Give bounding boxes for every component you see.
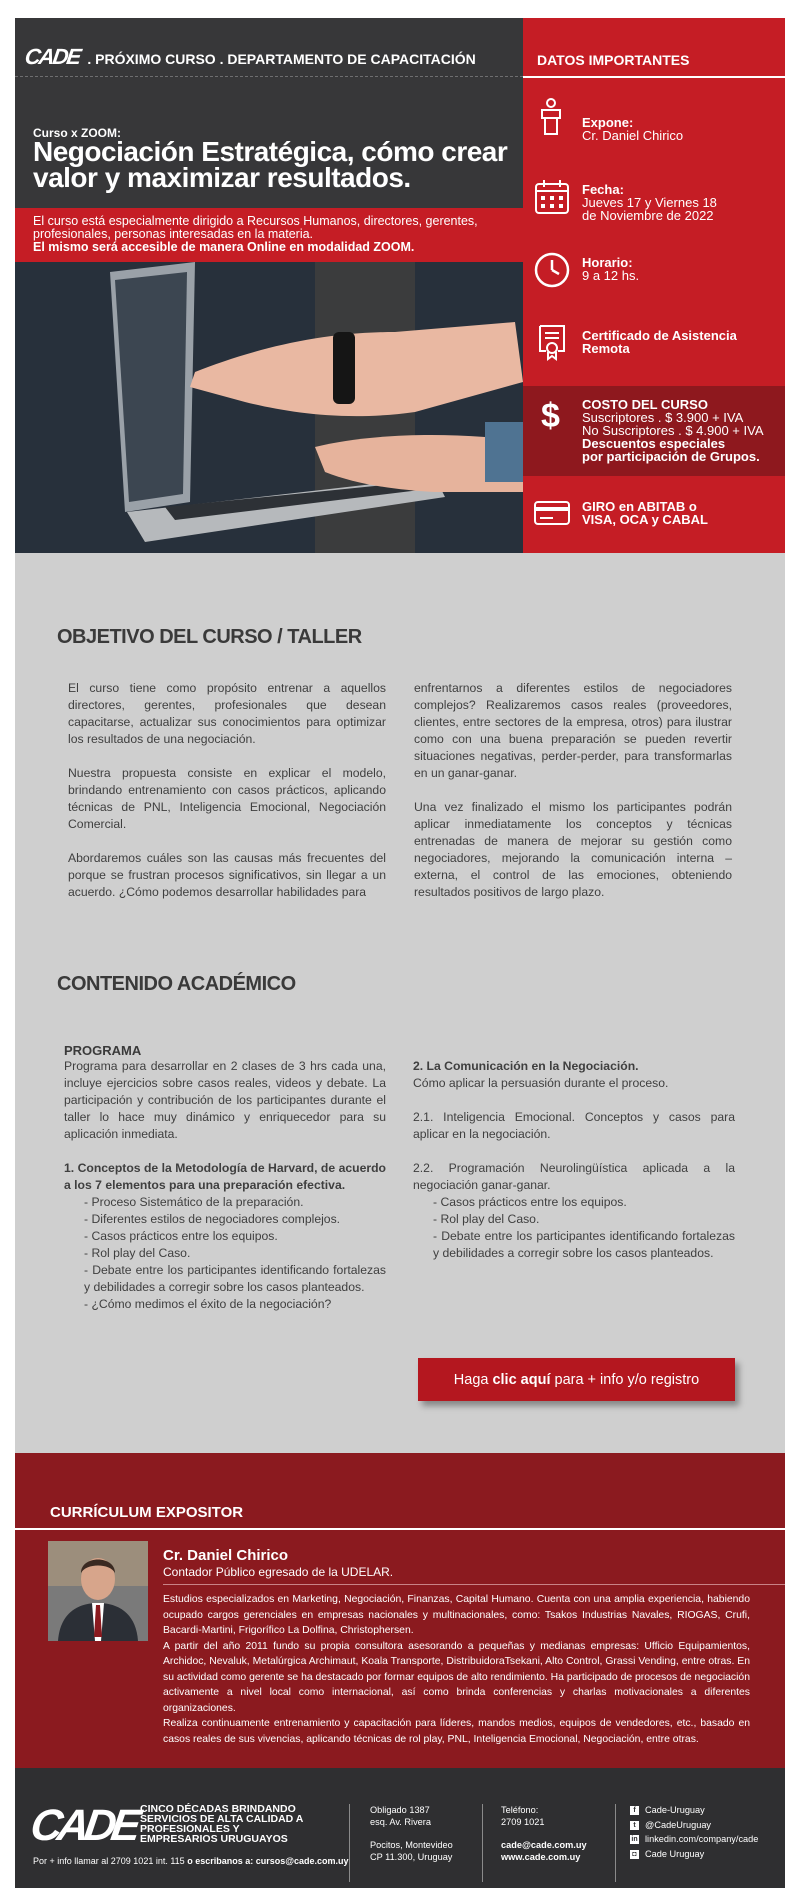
footer-separator	[615, 1804, 616, 1882]
cv-divider	[15, 1528, 785, 1530]
list-item: - Proceso Sistemático de la preparación.	[84, 1195, 304, 1209]
footer-contact-note	[33, 1856, 349, 1866]
footer-info-text: Por + info llamar al 2709 1021 int. 115	[33, 1856, 185, 1866]
cost-discount-line2: por participación de Grupos.	[582, 449, 760, 464]
social-label: @CadeUruguay	[645, 1819, 712, 1830]
speaker-label: Expone:	[582, 115, 634, 130]
section21-text: 2.1. Inteligencia Emocional. Conceptos y casos para aplicar en la negociación.	[413, 1110, 735, 1141]
list-item: - Casos prácticos entre los equipos.	[433, 1195, 627, 1209]
speaker-name: Cr. Daniel Chirico	[163, 1547, 289, 1564]
objective-left-column	[68, 680, 386, 918]
footer	[15, 1768, 785, 1888]
footer-separator	[349, 1804, 350, 1882]
footer-logo: CADE	[27, 1801, 140, 1850]
certificate-line1: Certificado de Asistencia	[582, 328, 737, 343]
clock-icon	[533, 251, 571, 289]
objective-right-column	[414, 680, 732, 918]
cta-link[interactable]: clic aquí	[492, 1371, 551, 1388]
objective-paragraph: El curso tiene como propósito entrenar a aquellos directores, gerentes, profesionales que desean capacitarse, actualizar sus conocimientos para optimizar los resultados de una negociación.	[68, 681, 386, 746]
hero-section	[15, 18, 785, 553]
brand-row	[25, 46, 476, 68]
dollar-icon	[533, 396, 571, 434]
objective-title: OBJETIVO DEL CURSO / TALLER	[57, 626, 362, 648]
footer-social	[630, 1805, 758, 1863]
certificate-icon	[533, 323, 571, 361]
cta-pre: Haga	[453, 1371, 489, 1388]
section2-title: 2. La Comunicación en la Negociación.	[413, 1059, 639, 1073]
footer-slogan: CINCO DÉCADAS BRINDANDO SERVICIOS DE ALTA CALIDAD A PROFESIONALES Y EMPRESARIOS URUGUAYOS	[140, 1803, 303, 1845]
cost-subscribers: Suscriptores . $ 3.900 + IVA	[582, 410, 744, 425]
important-data-panel	[523, 18, 785, 553]
footer-address	[370, 1805, 453, 1863]
online-note: El mismo será accesible de manera Online en modalidad ZOOM.	[33, 240, 415, 254]
important-data-divider	[523, 76, 785, 78]
social-link-facebook[interactable]	[630, 1805, 758, 1817]
list-item: - Debate entre los participantes identificando fortalezas y debilidades a corregir sobre los casos planteados.	[433, 1229, 735, 1260]
payment-line2: VISA, OCA y CABAL	[582, 512, 708, 527]
program-left-column	[64, 1058, 386, 1313]
list-item: - Diferentes estilos de negociadores complejos.	[84, 1212, 341, 1226]
address-line: Obligado 1387	[370, 1805, 430, 1815]
instagram-icon: ◘	[630, 1850, 639, 1859]
twitter-icon: t	[630, 1821, 639, 1830]
section2-subtitle: Cómo aplicar la persuasión durante el proceso.	[413, 1076, 669, 1090]
schedule-label: Horario:	[582, 255, 633, 270]
payment-text	[582, 500, 708, 526]
footer-info-email[interactable]: o escribanos a: cursos@cade.com.uy	[187, 1856, 349, 1866]
speaker-value: Cr. Daniel Chirico	[582, 128, 684, 143]
register-button[interactable]	[418, 1358, 735, 1401]
date-text	[582, 183, 717, 222]
objective-paragraph: enfrentarnos a diferentes estilos de negociadores complejos? Realizaremos casos reales (proveedores, clientes, entre sectores de la empresa, otros) para ilustrar como con una buena preparación se pueden revertir situaciones negativas, perder-perder, para transformarlas en un ganar-ganar.	[414, 681, 732, 780]
speaker-portrait	[48, 1541, 148, 1641]
speaker-photo	[48, 1541, 148, 1641]
laptop-hands-illustration	[15, 262, 523, 553]
social-link-twitter[interactable]	[630, 1820, 758, 1832]
program-right-column	[413, 1058, 735, 1262]
list-item: - Debate entre los participantes identificando fortalezas y debilidades a corregir sobre los casos planteados.	[84, 1263, 386, 1294]
cv-paragraph: Realiza continuamente entrenamiento y capacitación para líderes, mandos medios, equipos de vendedores, etc., basado en casos reales de sus vivencias, aplicando técnicas de rol play, PNL, Inteligencia Emocional, Negociación, entre otras.	[163, 1718, 750, 1745]
audience-text: El curso está especialmente dirigido a Recursos Humanos, directores, gerentes, profesionales, personas interesadas en la materia.	[33, 214, 478, 241]
certificate-line2: Remota	[582, 341, 630, 356]
speaker-text	[582, 116, 683, 142]
address-line: CP 11.300, Uruguay	[370, 1851, 453, 1862]
program-label: PROGRAMA	[64, 1043, 142, 1058]
cost-non-subscribers: No Suscriptores . $ 4.900 + IVA	[582, 423, 764, 438]
cade-logo: CADE	[23, 44, 82, 69]
footer-web-link[interactable]: www.cade.com.uy	[501, 1851, 581, 1862]
section22-list	[413, 1194, 735, 1262]
social-link-linkedin[interactable]	[630, 1834, 758, 1846]
hero-panel	[15, 18, 523, 553]
cv-paragraph: A partir del año 2011 fundo su propia consultora asesorando a pequeñas y medianas empresas: Ufficio Equipamientos, Archidoc, Nevaluk, Metalúrgica Archimaut, Koala Transporte, DistribuidoraTsekani, Alto Control, Grassi Vending, entre otras. En su actividad como gerente se ha destacado por formar equipos de alto rendimiento. Ha participado de procesos de negociación activamente a nivel local como internacional, así como brinda conferencias y charlas motivacionales a diferentes organizaciones.	[163, 1640, 750, 1714]
hero-photo	[15, 262, 523, 553]
social-link-instagram[interactable]	[630, 1849, 758, 1861]
cost-label: COSTO DEL CURSO	[582, 397, 708, 412]
svg-text:$: $	[541, 397, 560, 434]
cv-title: CURRÍCULUM EXPOSITOR	[50, 1504, 244, 1521]
course-cost-box	[523, 386, 785, 476]
payment-line1: GIRO en ABITAB o	[582, 499, 697, 514]
footer-phone-web	[501, 1805, 587, 1863]
facebook-icon: f	[630, 1806, 639, 1815]
objective-paragraph: Nuestra propuesta consiste en explicar el modelo, brindando entrenamiento con casos prácticos, aplicando técnicas de PNL, Inteligencia Emocional, Negociación Comercial.	[68, 766, 386, 831]
audience-band	[15, 208, 523, 262]
speaker-icon	[533, 98, 571, 136]
date-line2: de Noviembre de 2022	[582, 208, 714, 223]
objective-paragraph: Abordaremos cuáles son las causas más frecuentes del porque se frustran procesos significativos, sin llegar a un acuerdo. ¿Cómo podemos desarrollar habilidades para	[68, 851, 386, 899]
list-item: - Casos prácticos entre los equipos.	[84, 1229, 278, 1243]
section1-title: 1. Conceptos de la Metodología de Harvard, de acuerdo a los 7 elementos para una preparación efectiva.	[64, 1161, 386, 1192]
list-item: - Rol play del Caso.	[433, 1212, 540, 1226]
speaker-role: Contador Público egresado de la UDELAR.	[163, 1565, 394, 1579]
linkedin-icon: in	[631, 1836, 638, 1844]
program-intro: Programa para desarrollar en 2 clases de 3 hrs cada una, incluye ejercicios sobre casos reales, videos y debate. La participación y contribución de los participantes durante el taller lo hace muy dinámico y enriquecedor para su aplicación inmediata.	[64, 1059, 386, 1141]
address-line: Pocitos, Montevideo	[370, 1840, 453, 1850]
date-line1: Jueves 17 y Viernes 18	[582, 195, 717, 210]
schedule-value: 9 a 12 hs.	[582, 268, 640, 283]
date-label: Fecha:	[582, 182, 624, 197]
cta-post: para + info y/o registro	[554, 1371, 700, 1388]
academic-content-title: CONTENIDO ACADÉMICO	[57, 973, 296, 995]
social-label: Cade Uruguay	[645, 1848, 705, 1859]
social-label: Cade-Uruguay	[645, 1805, 705, 1815]
calendar-icon	[533, 178, 571, 216]
cv-body	[163, 1592, 750, 1747]
dashed-divider	[15, 76, 523, 77]
list-item: - ¿Cómo medimos el éxito de la negociación?	[84, 1297, 332, 1311]
credit-card-icon	[533, 494, 571, 532]
social-label: linkedin.com/company/cade	[645, 1834, 759, 1844]
course-title: Negociación Estratégica, cómo crear valor y maximizar resultados.	[33, 136, 508, 193]
header-tagline: . PRÓXIMO CURSO . DEPARTAMENTO DE CAPACITACIÓN	[87, 50, 476, 67]
important-data-title: DATOS IMPORTANTES	[537, 52, 690, 68]
cost-text	[582, 398, 764, 463]
list-item: - Rol play del Caso.	[84, 1246, 191, 1260]
email-container	[15, 18, 785, 1866]
phone-label: Teléfono:	[501, 1805, 539, 1815]
cv-section	[15, 1453, 785, 1768]
footer-separator	[482, 1804, 483, 1882]
footer-email-link[interactable]: cade@cade.com.uy	[501, 1840, 587, 1850]
cv-name-divider	[163, 1584, 785, 1585]
phone-value: 2709 1021	[501, 1816, 545, 1827]
address-line: esq. Av. Rivera	[370, 1816, 431, 1827]
section1-list	[64, 1194, 386, 1313]
course-type: Curso x ZOOM:	[33, 126, 122, 140]
section22-text: 2.2. Programación Neurolingüística aplicada a la negociación ganar-ganar.	[413, 1161, 735, 1192]
certificate-text	[582, 329, 737, 355]
objective-paragraph: Una vez finalizado el mismo los participantes podrán aplicar inmediatamente los conceptos y técnicas entrenadas de manera de mejorar su gestión como negociadores, mejorando la comunicación interna –externa, el control de las emociones, obteniendo resultados positivos de largo plazo.	[414, 800, 732, 899]
cv-paragraph: Estudios especializados en Marketing, Negociación, Finanzas, Capital Humano. Cuenta con una amplia experiencia, habiendo ocupado cargos gerenciales en empresas nacionales y multinacionales, como: Tsakos Industrias Navales, RIOGAS, Crufi, Bacardi-Martini, Frigorífico La Dolfina, Christophersen.	[163, 1594, 750, 1636]
cost-discount-line1: Descuentos especiales	[582, 436, 726, 451]
schedule-text	[582, 256, 639, 282]
